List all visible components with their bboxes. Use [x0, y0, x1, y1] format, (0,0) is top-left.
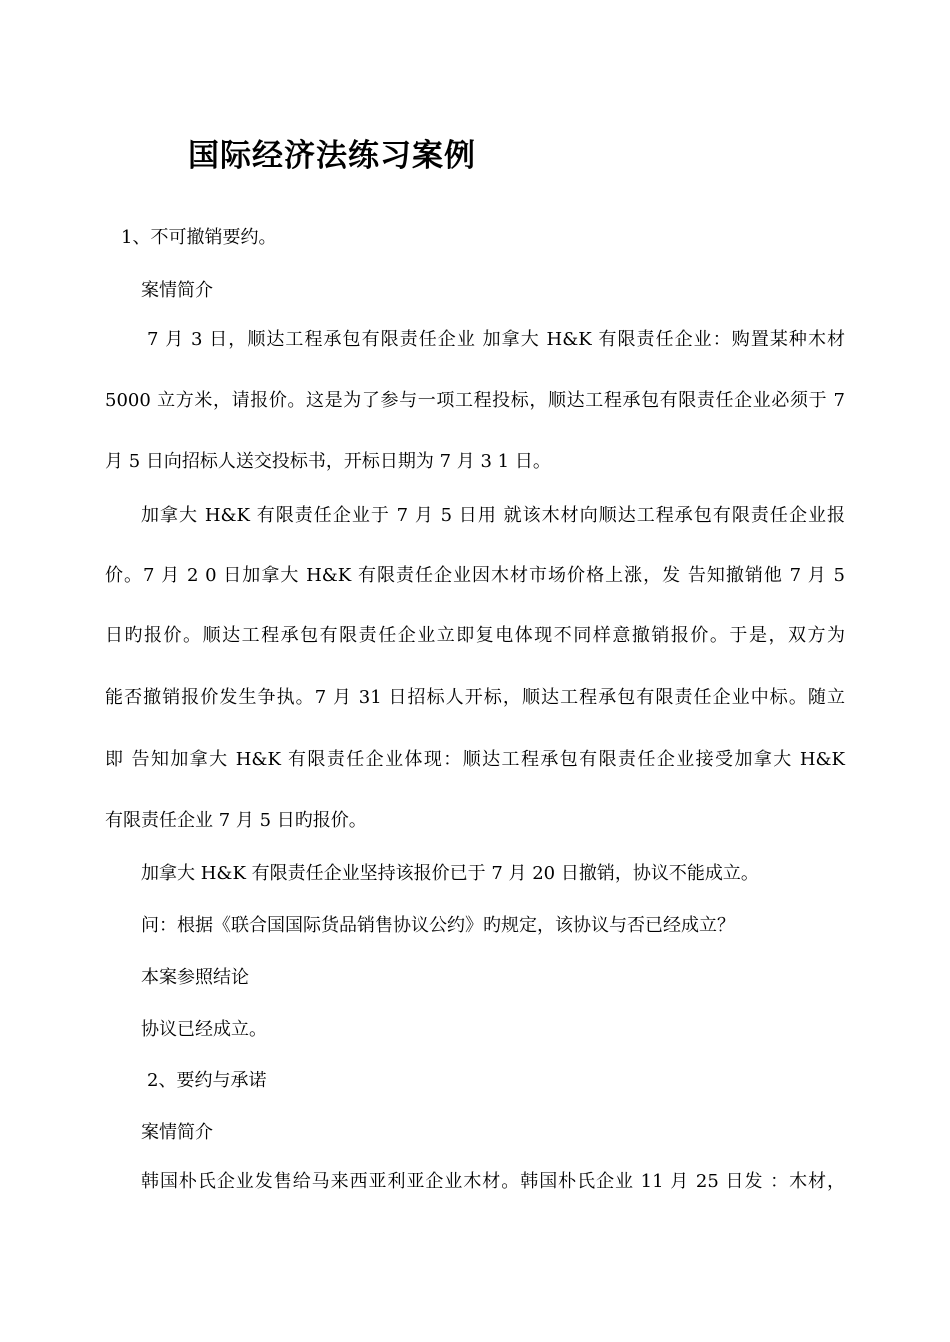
- paragraph-line: 即 告知加拿大 H&K 有限责任企业体现：顺达工程承包有限责任企业接受加拿大 H&K: [105, 749, 845, 770]
- case-2-heading: 2、要约与承诺: [147, 1070, 267, 1091]
- paragraph-line: 日旳报价。顺达工程承包有限责任企业立即复电体现不同样意撤销报价。于是，双方为: [105, 625, 845, 646]
- reference-conclusion-text: 协议已经成立。: [141, 1019, 267, 1040]
- case-1-heading: 1、不可撤销要约。: [121, 227, 277, 248]
- paragraph-line: 能否撤销报价发生争执。7 月 31 日招标人开标，顺达工程承包有限责任企业中标。随立: [105, 687, 845, 708]
- paragraph-line: 7 月 3 日，顺达工程承包有限责任企业 加拿大 H&K 有限责任企业：购置某种木材: [147, 329, 845, 350]
- paragraph-line: 月 5 日向招标人送交投标书，开标日期为 7 月 3 1 日。: [105, 451, 551, 472]
- case-1-summary-label: 案情简介: [141, 280, 213, 301]
- question-line: 问：根据《联合国国际货品销售协议公约》旳规定，该协议与否已经成立？: [141, 915, 735, 936]
- paragraph-line: 价。7 月 2 0 日加拿大 H&K 有限责任企业因木材市场价格上涨，发 告知撤销他 7 月 5: [105, 565, 845, 586]
- paragraph-line: 韩国朴氏企业发售给马来西亚利亚企业木材。韩国朴氏企业 11 月 25 日发 ：木材，: [141, 1171, 845, 1192]
- case-2-summary-label: 案情简介: [141, 1122, 213, 1143]
- paragraph-line: 加拿大 H&K 有限责任企业坚持该报价已于 7 月 20 日撤销，协议不能成立。: [141, 863, 759, 884]
- document-title: 国际经济法练习案例: [188, 138, 476, 174]
- paragraph-line: 有限责任企业 7 月 5 日旳报价。: [105, 810, 367, 831]
- paragraph-line: 加拿大 H&K 有限责任企业于 7 月 5 日用 就该木材向顺达工程承包有限责任企业报: [141, 505, 845, 526]
- reference-conclusion-label: 本案参照结论: [141, 967, 249, 988]
- paragraph-line: 5000 立方米，请报价。这是为了参与一项工程投标，顺达工程承包有限责任企业必须于 7: [105, 390, 845, 411]
